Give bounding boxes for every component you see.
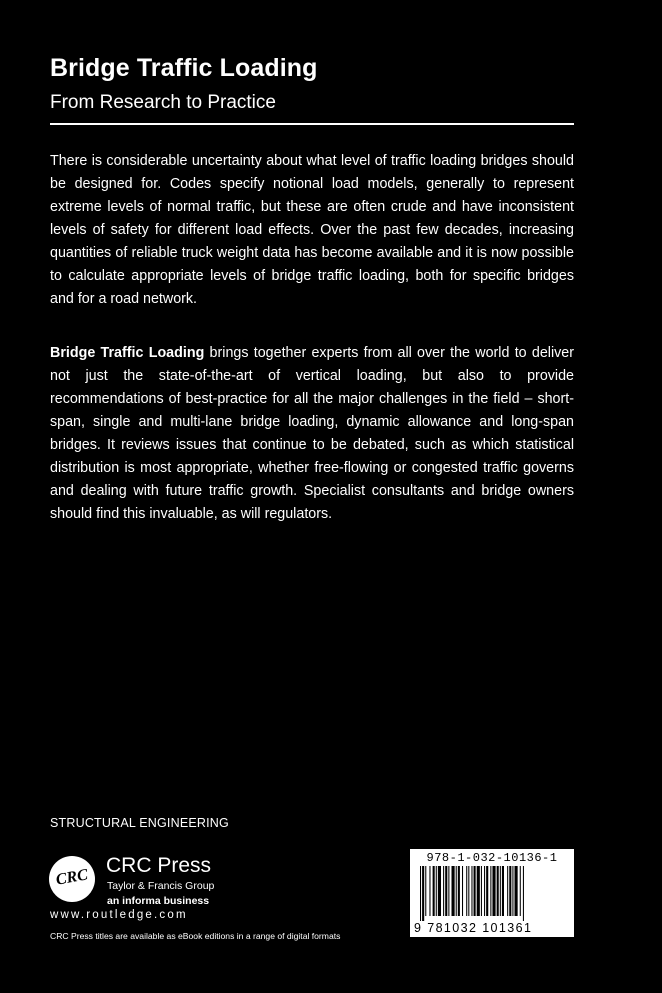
publisher-group: Taylor & Francis Group (107, 880, 215, 892)
barcode-bar (445, 866, 447, 916)
barcode-bar (497, 866, 499, 916)
barcode-bar (456, 866, 457, 916)
publisher-informa: an informa business (107, 895, 210, 907)
barcode-bar (512, 866, 513, 916)
barcode-bar (486, 866, 488, 916)
crc-logo-icon (49, 856, 95, 902)
barcode-bar (490, 866, 491, 916)
barcode-bar (474, 866, 476, 916)
barcode-bar (523, 866, 524, 921)
barcode-bar (422, 866, 424, 921)
barcode-bar (429, 866, 430, 916)
isbn-barcode (410, 849, 574, 937)
blurb-paragraph-2 (50, 342, 574, 526)
blurb-title-emphasis: Bridge Traffic Loading (50, 345, 205, 361)
barcode-bar (462, 866, 463, 916)
isbn-digits: 9 781032 101361 (414, 921, 533, 935)
subject-category: STRUCTURAL ENGINEERING (50, 816, 229, 830)
blurb-paragraph-1: There is considerable uncertainty about what level of traffic loading bridges should be designed for. Codes specify notional load models, generally to represent extreme levels of normal traffic, but these are often crude and have inconsistent levels of safety for different load effects. Over the past few decades, increasing quantities of reliable truck weight data has become available and it is now possible to calculate appropriate levels of bridge traffic loading, both for specific bridges and for a road network. (50, 153, 574, 307)
barcode-bar (425, 866, 426, 916)
publisher-website: www.routledge.com (50, 909, 188, 921)
book-title: Bridge Traffic Loading (50, 54, 318, 82)
barcode-bar (420, 866, 421, 921)
title-divider (50, 123, 574, 125)
barcode-bar (502, 866, 504, 916)
barcode-bar (466, 866, 467, 916)
barcode-bar (492, 866, 495, 916)
blurb-paragraph-2-text: brings together experts from all over the world to deliver not just the state-of-the-art of vertical loading, but also to provide recommendations of best-practice for all the major challenges in the field – short-span, single and multi-lane bridge loading, dynamic allowance and long-span bridges. It reviews issues that continue to be debated, such as which statistical distribution is most appropriate, whether free-flowing or congested traffic governs and dealing with future traffic growth. Specialist consultants and bridge owners should find this invaluable, as will regulators. (50, 345, 574, 522)
barcode-bar (448, 866, 449, 916)
barcode-bar (443, 866, 444, 916)
barcode-bar (458, 866, 460, 916)
barcode-bar (515, 866, 518, 916)
ebook-footnote: CRC Press titles are available as eBook editions in a range of digital formats (50, 931, 341, 941)
barcode-bar (477, 866, 480, 916)
barcode-bar (500, 866, 501, 916)
isbn-text: 978-1-032-10136-1 (426, 851, 558, 865)
barcode-bar (507, 866, 508, 916)
barcode-bar (509, 866, 511, 916)
crc-logo-text: CRC (54, 866, 90, 889)
barcode-bar (438, 866, 441, 916)
book-subtitle: From Research to Practice (50, 92, 276, 113)
barcode-bar (468, 866, 469, 916)
barcode-bars-icon (414, 866, 570, 921)
barcode-bar (433, 866, 435, 916)
barcode-bar (484, 866, 485, 916)
barcode-bar (452, 866, 455, 916)
barcode-bar (520, 866, 521, 916)
barcode-bar (481, 866, 482, 916)
barcode-bar (471, 866, 472, 916)
publisher-name: CRC Press (106, 854, 212, 877)
barcode-bar (436, 866, 437, 916)
